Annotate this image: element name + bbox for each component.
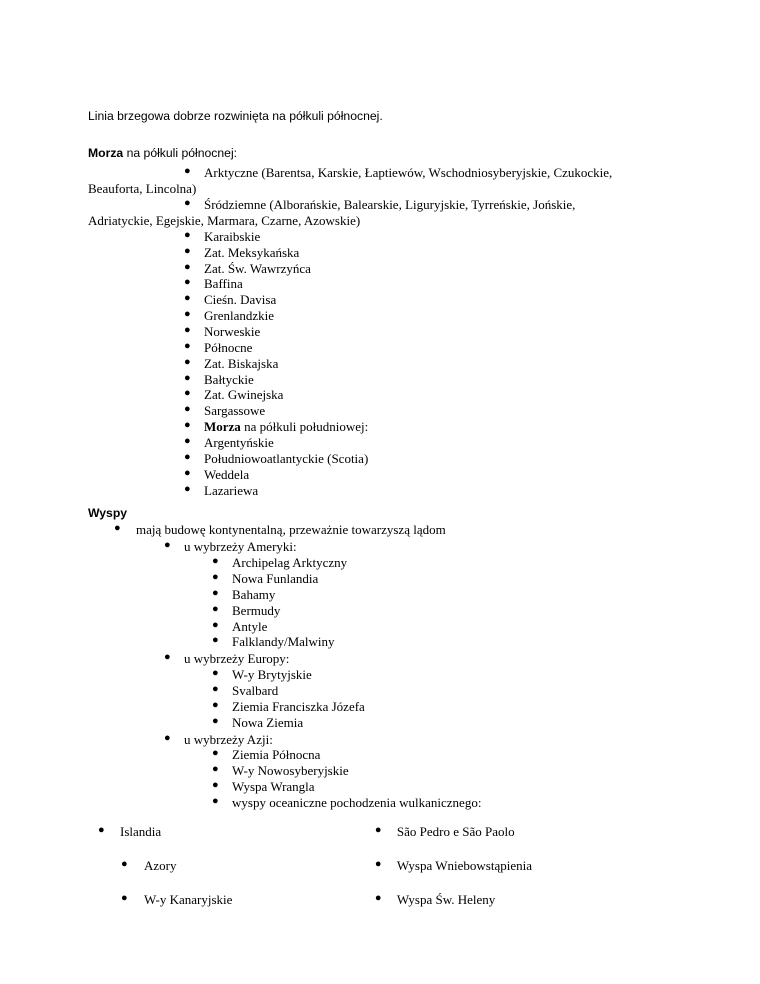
bullet-icon: ●	[184, 292, 191, 305]
list-item	[88, 858, 365, 874]
bullet-icon: ●	[212, 618, 219, 631]
list-item	[88, 165, 690, 197]
list-item	[88, 372, 690, 388]
bullet-icon: ●	[184, 165, 191, 178]
island-group-label: u wybrzeży Ameryki:	[184, 539, 297, 555]
list-item-label: W-y Nowosyberyjskie	[232, 763, 349, 779]
seas-north-heading-rest: na półkuli północnej:	[123, 145, 238, 160]
islands-heading: Wyspy	[88, 506, 128, 521]
bullet-icon: ●	[184, 197, 191, 210]
list-item-label: Grenlandzkie	[204, 308, 275, 324]
list-item	[88, 451, 690, 467]
bullet-icon: ●	[164, 651, 171, 664]
list-item	[88, 634, 690, 650]
list-item-label: Karaibskie	[204, 228, 261, 244]
list-item	[88, 387, 690, 403]
bullet-icon: ●	[184, 419, 191, 432]
bullet-icon: ●	[164, 731, 171, 744]
list-item	[88, 667, 690, 683]
list-item	[88, 435, 690, 451]
seas-south-heading-rest: na półkuli południowej:	[240, 419, 369, 435]
table-cell	[365, 892, 690, 926]
island-group-heading-europe	[88, 651, 690, 667]
list-item	[88, 292, 690, 308]
list-item	[88, 763, 690, 779]
list-item	[88, 340, 690, 356]
seas-north-list	[88, 165, 690, 498]
list-item	[88, 715, 690, 731]
island-group-label: u wybrzeży Europy:	[184, 651, 290, 667]
seas-south-heading-bold: Morza	[204, 419, 241, 435]
table-row	[88, 858, 690, 892]
bullet-icon: ●	[212, 795, 219, 808]
list-item	[88, 276, 690, 292]
list-item-label: Bermudy	[232, 602, 281, 618]
list-item-continuation: Adriatyckie, Egejskie, Marmara, Czarne, Azowskie)	[88, 212, 361, 228]
list-item	[88, 245, 690, 261]
list-item-label: Ziemia Północna	[232, 747, 321, 763]
list-item-label: Baffina	[204, 276, 243, 292]
list-item-label: Ziemia Franciszka Józefa	[232, 698, 365, 714]
bullet-icon: ●	[164, 539, 171, 552]
list-item	[88, 483, 690, 499]
list-item	[88, 571, 690, 587]
bullet-icon: ●	[212, 779, 219, 792]
bullet-icon: ●	[184, 434, 191, 447]
list-item-label: Wyspa Wniebowstąpienia	[396, 857, 532, 873]
bullet-icon: ●	[212, 747, 219, 760]
list-item-label: Zat. Meksykańska	[204, 244, 300, 260]
islands-lead-label: mają budowę kontynentalną, przeważnie towarzyszą lądom	[136, 522, 446, 538]
list-item	[88, 308, 690, 324]
list-item	[88, 555, 690, 571]
bullet-icon: ●	[184, 323, 191, 336]
list-item-label: Zat. Biskajska	[204, 355, 279, 371]
list-item	[88, 747, 690, 763]
list-item	[88, 892, 365, 908]
bullet-icon: ●	[212, 763, 219, 776]
bullet-icon: ●	[184, 355, 191, 368]
table-row	[88, 892, 690, 926]
list-item-label: São Pedro e São Paolo	[396, 823, 515, 839]
bullet-icon: ●	[212, 714, 219, 727]
island-group-list-america	[88, 555, 690, 650]
list-item-label: Zat. Św. Wawrzyńca	[204, 260, 311, 276]
bullet-icon: ●	[184, 260, 191, 273]
bullet-icon: ●	[212, 602, 219, 615]
list-item-label: Południowoatlantyckie (Scotia)	[204, 450, 369, 466]
bullet-icon: ●	[184, 371, 191, 384]
table-cell	[88, 858, 365, 892]
list-item-label: Nowa Ziemia	[232, 714, 304, 730]
list-item	[88, 603, 690, 619]
list-item-label: Archipelag Arktyczny	[232, 555, 348, 571]
bullet-icon: ●	[98, 823, 105, 836]
bullet-icon: ●	[374, 857, 382, 870]
bullet-icon: ●	[184, 403, 191, 416]
table-row	[88, 824, 690, 858]
table-cell	[365, 824, 690, 858]
list-item-label: W-y Brytyjskie	[232, 667, 312, 683]
list-item-label: Islandia	[120, 823, 162, 839]
island-group-heading-america	[88, 539, 690, 555]
list-item-label: Argentyńskie	[204, 434, 274, 450]
list-item-label: Wyspa Wrangla	[232, 779, 315, 795]
list-item	[88, 229, 690, 245]
island-group-list-asia	[88, 747, 690, 810]
bullet-icon: ●	[184, 482, 191, 495]
bullet-icon: ●	[374, 891, 382, 904]
list-item-label: Lazariewa	[204, 482, 259, 498]
list-item	[88, 356, 690, 372]
volcanic-islands-table	[88, 824, 690, 926]
list-item-label: Zat. Gwinejska	[204, 387, 284, 403]
list-item	[88, 824, 365, 840]
bullet-icon: ●	[212, 698, 219, 711]
table-cell	[365, 858, 690, 892]
list-item-label: Svalbard	[232, 683, 279, 699]
list-item-label: Arktyczne (Barentsa, Karskie, Łaptiewów, Wschodniosyberyjskie, Czukockie,	[204, 165, 613, 181]
bullet-icon: ●	[184, 339, 191, 352]
seas-north-heading	[88, 145, 690, 163]
list-item-label: Cieśn. Davisa	[204, 292, 277, 308]
list-item	[88, 587, 690, 603]
bullet-icon: ●	[212, 571, 219, 583]
list-item	[88, 795, 690, 811]
list-item	[88, 779, 690, 795]
list-item	[365, 892, 690, 908]
bullet-icon: ●	[184, 387, 191, 400]
list-item-label: wyspy oceaniczne pochodzenia wulkanicznego:	[232, 795, 482, 811]
list-item	[88, 619, 690, 635]
list-item	[88, 467, 690, 483]
list-item-label: Falklandy/Malwiny	[232, 634, 335, 650]
list-item-label: Bałtyckie	[204, 371, 254, 387]
bullet-icon: ●	[184, 244, 191, 257]
list-item-label: Sargassowe	[204, 403, 266, 419]
list-item-label: W-y Kanaryjskie	[144, 891, 233, 907]
list-item	[88, 324, 690, 340]
islands-lead-item	[88, 522, 690, 538]
bullet-icon: ●	[184, 450, 191, 463]
list-item	[365, 858, 690, 874]
bullet-icon: ●	[184, 466, 191, 479]
table-cell	[88, 824, 365, 858]
table-cell	[88, 892, 365, 926]
list-item	[88, 197, 690, 229]
seas-north-heading-bold: Morza	[88, 145, 124, 160]
list-item-label: Norweskie	[204, 323, 261, 339]
list-item-label: Azory	[144, 857, 177, 873]
bullet-icon: ●	[212, 555, 219, 568]
bullet-icon: ●	[184, 228, 191, 241]
bullet-icon: ●	[212, 683, 219, 696]
list-item-continuation: Beauforta, Lincolna)	[88, 181, 197, 197]
list-item-label: Bahamy	[232, 586, 276, 602]
bullet-icon: ●	[121, 857, 128, 870]
bullet-icon: ●	[374, 823, 382, 836]
bullet-icon: ●	[114, 522, 121, 535]
bullet-icon: ●	[212, 586, 219, 599]
bullet-icon: ●	[184, 308, 191, 321]
list-item-label: Weddela	[204, 466, 250, 482]
seas-south-heading-item	[88, 419, 690, 435]
list-item-label: Nowa Funlandia	[232, 571, 319, 586]
list-item	[88, 261, 690, 277]
list-item-label: Wyspa Św. Heleny	[396, 891, 496, 907]
list-item	[365, 824, 690, 840]
list-item-label: Śródziemne (Alborańskie, Balearskie, Liguryjskie, Tyrreńskie, Jońskie,	[204, 197, 576, 213]
bullet-icon: ●	[212, 667, 219, 680]
island-group-label: u wybrzeży Azji:	[184, 731, 273, 747]
list-item	[88, 699, 690, 715]
bullet-icon: ●	[184, 276, 191, 289]
intro-paragraph: Linia brzegowa dobrze rozwinięta na półkuli północnej.	[88, 109, 383, 123]
list-item-label: Antyle	[232, 618, 268, 634]
list-item	[88, 403, 690, 419]
list-item	[88, 683, 690, 699]
island-group-heading-asia	[88, 732, 690, 748]
island-group-list-europe	[88, 667, 690, 730]
list-item-label: Północne	[204, 339, 253, 355]
bullet-icon: ●	[121, 891, 128, 904]
bullet-icon: ●	[212, 634, 219, 647]
